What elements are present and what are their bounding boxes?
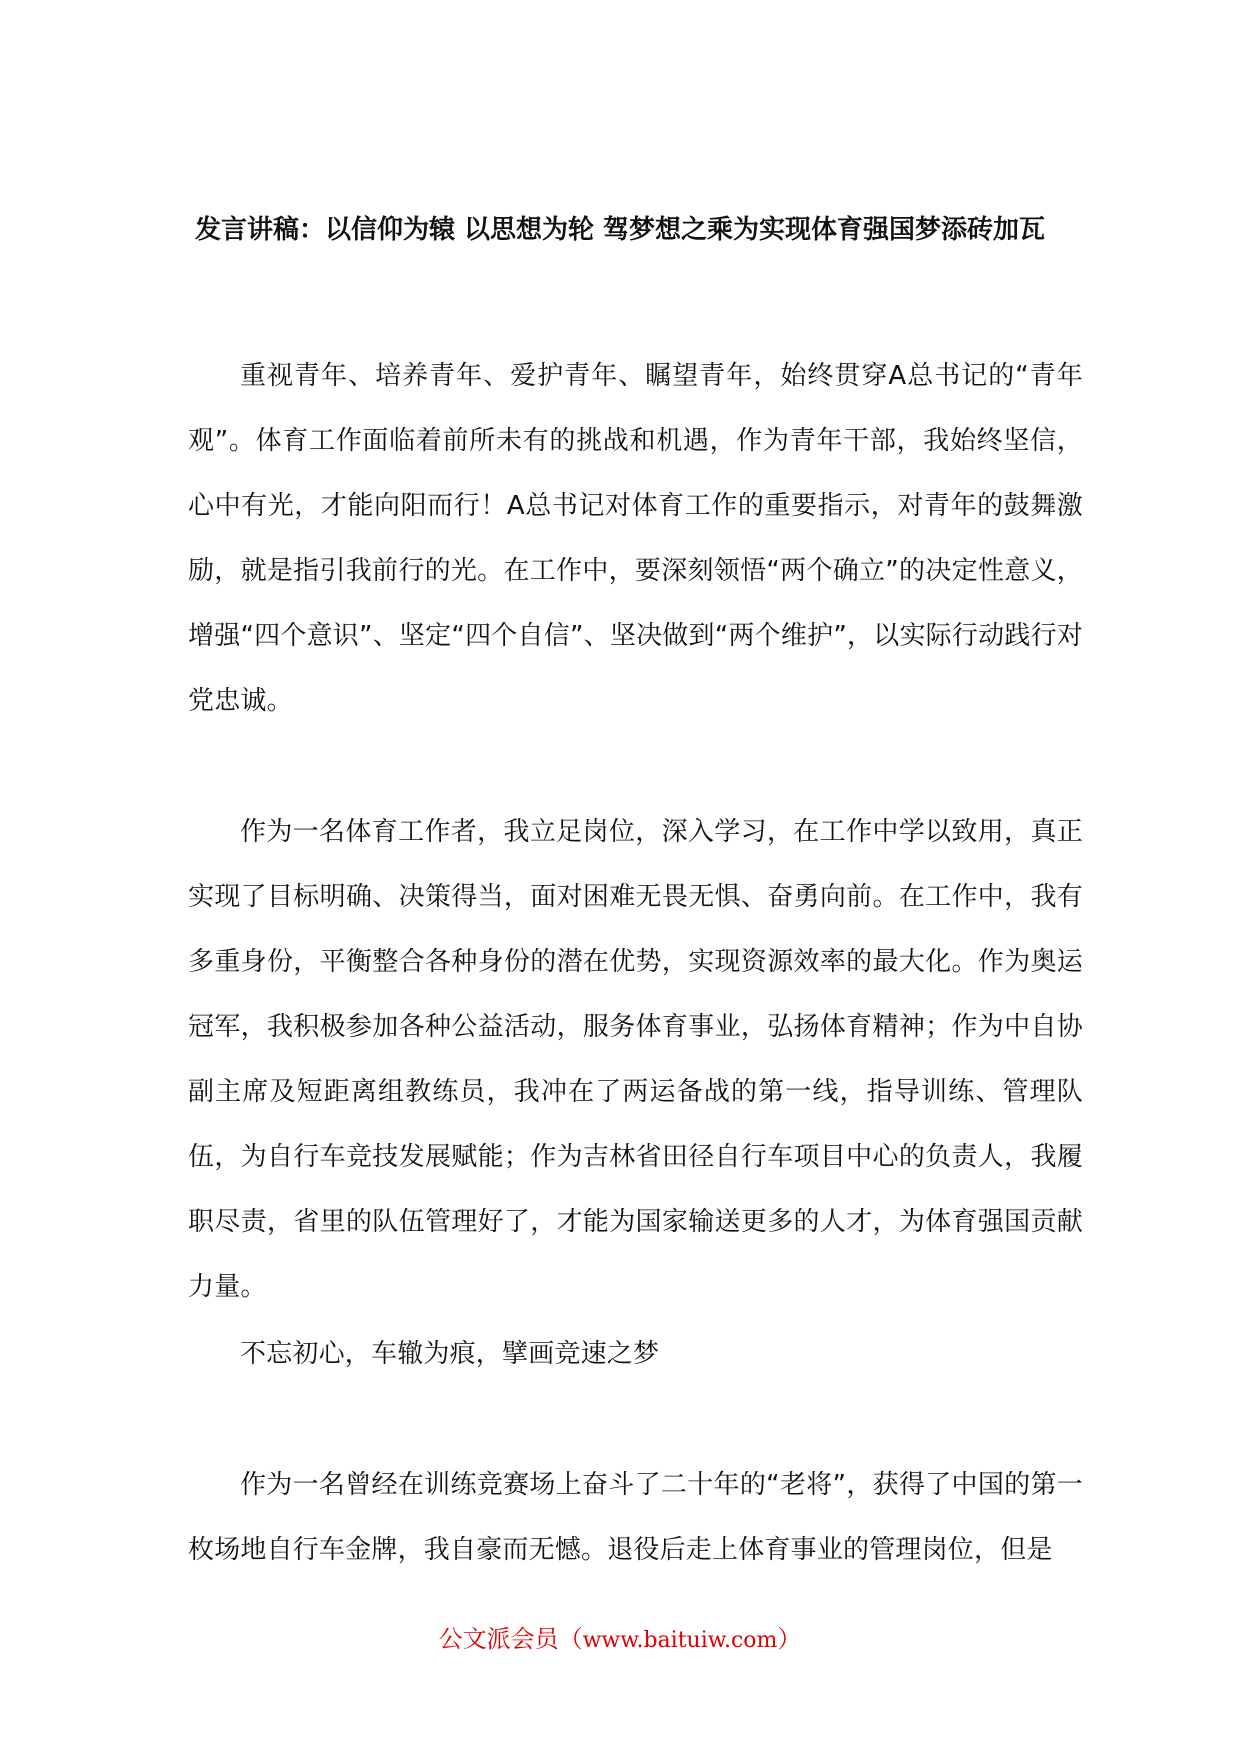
paragraph-3: 作为一名曾经在训练竞赛场上奋斗了二十年的“老将”，获得了中国的第一枚场地自行车金牌，我自豪而无憾。退役后走上体育事业的管理岗位，但是	[188, 1470, 1083, 1565]
footer-site-link[interactable]: www.baituiw.com	[582, 1628, 778, 1653]
footer-prefix: 公文派会员（	[438, 1625, 583, 1653]
section-heading: 不忘初心，车辙为痕，擘画竞速之梦	[240, 1339, 660, 1369]
footer-watermark	[0, 1621, 1240, 1659]
footer-suffix: ）	[777, 1625, 802, 1653]
document-title: 发言讲稿：以信仰为辕 以思想为轮 驾梦想之乘为实现体育强国梦添砖加瓦	[194, 215, 1046, 245]
paragraph-1: 重视青年、培养青年、爱护青年、瞩望青年，始终贯穿A总书记的“青年观”。体育工作面临着前所未有的挑战和机遇，作为青年干部，我始终坚信，心中有光，才能向阳而行！A总书记对体育工作的重要指示，对青年的鼓舞激励，就是指引我前行的光。在工作中，要深刻领悟“两个确立”的决定性意义，增强“四个意识”、坚定“四个自信”、坚决做到“两个维护”，以实际行动践行对党忠诚。	[188, 361, 1083, 716]
paragraph-2: 作为一名体育工作者，我立足岗位，深入学习，在工作中学以致用，真正实现了目标明确、决策得当，面对困难无畏无惧、奋勇向前。在工作中，我有多重身份，平衡整合各种身份的潜在优势，实现资源效率的最大化。作为奥运冠军，我积极参加各种公益活动，服务体育事业，弘扬体育精神；作为中自协副主席及短距离组教练员，我冲在了两运备战的第一线，指导训练、管理队伍，为自行车竞技发展赋能；作为吉林省田径自行车项目中心的负责人，我履职尽责，省里的队伍管理好了，才能为国家输送更多的人才，为体育强国贡献力量。	[188, 817, 1083, 1302]
